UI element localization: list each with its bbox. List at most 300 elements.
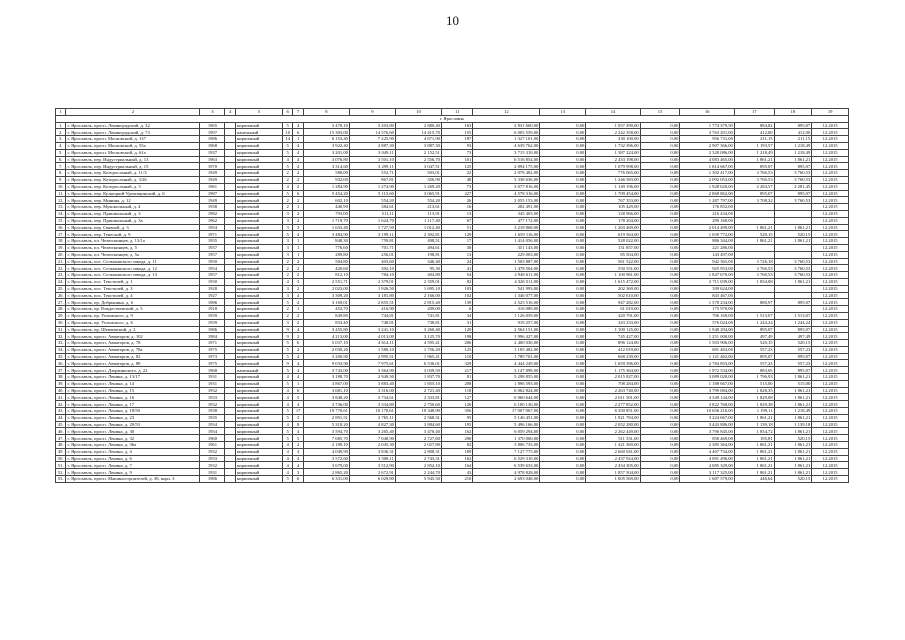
- address-cell: г. Ярославль, пр. Добрынина, д. 6: [66, 299, 200, 306]
- table-cell: 767 353,00: [586, 197, 640, 204]
- table-cell: [225, 319, 235, 326]
- table-cell: [225, 367, 235, 374]
- table-cell: 520,15: [774, 435, 812, 442]
- table-cell: 1: [293, 244, 303, 251]
- table-cell: 3 760,53: [774, 272, 812, 279]
- table-cell: 5: [282, 353, 292, 360]
- table-cell: 3: [282, 238, 292, 245]
- table-row: [56, 360, 849, 367]
- table-cell: 0,00: [540, 163, 586, 170]
- table-cell: 1 847 670,00: [680, 272, 734, 279]
- table-cell: 1 005 569,00: [586, 476, 640, 483]
- table-cell: 346,40: [395, 258, 441, 265]
- table-cell: [225, 129, 235, 136]
- table-cell: 0,00: [640, 380, 680, 387]
- table-cell: 10: [282, 129, 292, 136]
- table-cell: [225, 380, 235, 387]
- table-cell: 4: [282, 401, 292, 408]
- table-cell: 0,00: [640, 190, 680, 197]
- table-cell: [225, 455, 235, 462]
- table-cell: 49.: [56, 448, 66, 455]
- table-cell: 46.: [56, 428, 66, 435]
- address-cell: г. Ярославль, просп. Ленина, д. 16: [66, 394, 200, 401]
- table-cell: 4 578 316,00: [473, 190, 540, 197]
- table-row: [56, 190, 849, 197]
- table-cell: 0,00: [640, 462, 680, 469]
- header-cell: 4: [225, 109, 235, 116]
- table-cell: 0,00: [540, 285, 586, 292]
- address-cell: г. Ярославль, просп. Ленина, д. 14: [66, 380, 200, 387]
- table-cell: [225, 244, 235, 251]
- table-cell: 2 525 516,00: [473, 299, 540, 306]
- address-cell: г. Ярославль, пр. Ухтомского, д. 9: [66, 312, 200, 319]
- table-cell: 3 117 325,00: [680, 469, 734, 476]
- table-cell: 0,00: [540, 448, 586, 455]
- table-cell: 0,00: [640, 292, 680, 299]
- table-cell: 33.: [56, 340, 66, 347]
- table-cell: 5: [282, 149, 292, 156]
- table-cell: 3: [282, 292, 292, 299]
- table-cell: 1933: [200, 394, 225, 401]
- table-row: [56, 197, 849, 204]
- table-cell: 0,00: [640, 394, 680, 401]
- table-cell: 0,00: [540, 394, 586, 401]
- table-cell: [774, 306, 812, 313]
- table-cell: кирпичный: [235, 448, 282, 455]
- table-cell: 1 139,18: [774, 421, 812, 428]
- table-cell: 43: [441, 469, 472, 476]
- table-cell: 0,00: [540, 197, 586, 204]
- table-cell: 129: [441, 231, 472, 238]
- table-cell: 1 828,35: [734, 387, 774, 394]
- table-cell: 41: [441, 265, 472, 272]
- table-cell: 356,90: [395, 176, 441, 183]
- table-cell: 53.: [56, 476, 66, 483]
- table-cell: 12.2015: [812, 469, 849, 476]
- table-cell: 4 049,90: [303, 448, 349, 455]
- table-cell: 299 168,00: [680, 217, 734, 224]
- table-cell: 1 478 504,00: [473, 265, 540, 272]
- table-cell: 0,00: [540, 129, 586, 136]
- table-cell: 10 770,61: [303, 408, 349, 415]
- table-cell: 5: [282, 122, 292, 129]
- table-cell: 198: [441, 333, 472, 340]
- table-cell: 1 246 583,00: [586, 176, 640, 183]
- table-cell: 0,00: [540, 340, 586, 347]
- table-cell: 12.2015: [812, 394, 849, 401]
- table-cell: 143 497,00: [680, 251, 734, 258]
- table-cell: 3 314,60: [303, 163, 349, 170]
- table-cell: кирпичный: [235, 265, 282, 272]
- table-cell: 0,00: [640, 401, 680, 408]
- table-cell: 2 711 039,00: [680, 278, 734, 285]
- table-cell: 12.2015: [812, 136, 849, 143]
- table-cell: 3 147 898,00: [473, 367, 540, 374]
- table-cell: 3 260,40: [395, 326, 441, 333]
- table-cell: 103: [441, 285, 472, 292]
- table-cell: 403,60: [349, 258, 395, 265]
- table-cell: 1 829,38: [734, 401, 774, 408]
- table-cell: 2: [282, 312, 292, 319]
- table-cell: 2.: [56, 129, 66, 136]
- table-cell: 26.: [56, 292, 66, 299]
- address-cell: г. Ярославль, пер. Которосльный, д. 11/3: [66, 170, 200, 177]
- table-cell: 1 346 077,00: [473, 292, 540, 299]
- table-cell: кирпичный: [235, 210, 282, 217]
- table-cell: 39.: [56, 380, 66, 387]
- table-cell: 12.2015: [812, 183, 849, 190]
- table-cell: 515,00: [734, 380, 774, 387]
- table-cell: 3: [293, 414, 303, 421]
- table-cell: 8: [293, 421, 303, 428]
- table-cell: 4: [282, 442, 292, 449]
- table-cell: 16.: [56, 224, 66, 231]
- table-cell: 1 117,40: [395, 217, 441, 224]
- table-cell: 3 726,18: [734, 258, 774, 265]
- table-cell: 2 907 366,00: [680, 142, 734, 149]
- table-cell: 30.: [56, 319, 66, 326]
- table-cell: 0,00: [640, 476, 680, 483]
- table-cell: 125: [441, 163, 472, 170]
- table-cell: 1932: [200, 462, 225, 469]
- address-cell: г. Ярославль, пл. Челюскинцев, д. 13/1а: [66, 238, 200, 245]
- table-cell: 5: [282, 340, 292, 347]
- table-cell: 557,23: [734, 346, 774, 353]
- table-cell: 2 551,71: [303, 278, 349, 285]
- table-cell: 0,00: [640, 374, 680, 381]
- table-cell: 0,00: [640, 469, 680, 476]
- table-cell: 1968: [200, 367, 225, 374]
- table-cell: 494,61: [395, 244, 441, 251]
- table-cell: 178 204,00: [586, 217, 640, 224]
- table-cell: 0,00: [540, 333, 586, 340]
- table-cell: 1961: [200, 183, 225, 190]
- table-cell: 3 715 310,00: [473, 149, 540, 156]
- table-cell: 10 656 216,00: [680, 408, 734, 415]
- table-cell: 557,23: [734, 360, 774, 367]
- table-cell: 155: [441, 129, 472, 136]
- table-cell: 12.2015: [812, 299, 849, 306]
- table-cell: 176 852,00: [680, 204, 734, 211]
- table-cell: 0,00: [640, 272, 680, 279]
- table-cell: [225, 272, 235, 279]
- table-cell: 1933: [200, 455, 225, 462]
- table-cell: 520,15: [774, 476, 812, 483]
- table-cell: 4: [293, 292, 303, 299]
- table-cell: 82: [441, 278, 472, 285]
- table-cell: 351 143,00: [473, 244, 540, 251]
- table-cell: 2: [293, 197, 303, 204]
- table-cell: 4 467 734,00: [680, 448, 734, 455]
- table-row: [56, 414, 849, 421]
- header-cell: 6: [282, 109, 292, 116]
- table-cell: 206: [441, 340, 472, 347]
- table-cell: кирпичный: [235, 142, 282, 149]
- table-cell: 895,07: [774, 326, 812, 333]
- table-cell: 1 012,40: [395, 224, 441, 231]
- table-cell: 2 242 358,00: [586, 129, 640, 136]
- table-cell: 0,00: [540, 367, 586, 374]
- table-cell: [774, 251, 812, 258]
- table-cell: 12.2015: [812, 455, 849, 462]
- table-cell: 3.: [56, 136, 66, 143]
- table-cell: 1 039 772,00: [680, 231, 734, 238]
- table-cell: 3 501,10: [349, 156, 395, 163]
- table-cell: 2 852,10: [395, 462, 441, 469]
- table-cell: 5: [282, 299, 292, 306]
- table-cell: [225, 469, 235, 476]
- table-cell: 1986: [200, 476, 225, 483]
- table-cell: 1: [293, 204, 303, 211]
- table-cell: 520,15: [734, 340, 774, 347]
- table-cell: 895,07: [774, 190, 812, 197]
- table-cell: 3 201,00: [303, 149, 349, 156]
- table-cell: 4: [282, 462, 292, 469]
- table-cell: 93: [441, 142, 472, 149]
- table-cell: панельный: [235, 129, 282, 136]
- table-cell: 13.: [56, 204, 66, 211]
- table-cell: 12.2015: [812, 462, 849, 469]
- header-cell: 19: [812, 109, 849, 116]
- table-cell: 1954: [200, 224, 225, 231]
- table-cell: 0,00: [640, 258, 680, 265]
- table-cell: 2: [293, 285, 303, 292]
- table-cell: 2 052 280,00: [586, 421, 640, 428]
- table-cell: 1 837,70: [395, 374, 441, 381]
- address-cell: г. Ярославль, пр. Шевчинский, д. 2: [66, 326, 200, 333]
- table-cell: 6: [441, 306, 472, 313]
- table-cell: 1 861,21: [774, 394, 812, 401]
- table-cell: 34: [441, 312, 472, 319]
- table-cell: 13: [441, 251, 472, 258]
- table-cell: 2 784 853,00: [680, 360, 734, 367]
- address-cell: г. Ярославль, пер. Пришкольный, д. 3а: [66, 217, 200, 224]
- table-cell: 26: [441, 197, 472, 204]
- table-cell: 43.: [56, 408, 66, 415]
- table-cell: 3 455,80: [303, 326, 349, 333]
- table-cell: кирпичный: [235, 319, 282, 326]
- table-cell: 4 349 144,00: [680, 394, 734, 401]
- table-cell: 4: [282, 156, 292, 163]
- table-cell: 392,10: [349, 265, 395, 272]
- address-cell: г. Ярославль, пер. Мукомольный, д. 4: [66, 204, 200, 211]
- table-cell: [225, 387, 235, 394]
- table-cell: [225, 265, 235, 272]
- table-cell: 12.2015: [812, 278, 849, 285]
- table-cell: 4 013,00: [349, 333, 395, 340]
- table-row: [56, 306, 849, 313]
- table-cell: 895,07: [734, 326, 774, 333]
- table-cell: 7 048,90: [349, 435, 395, 442]
- table-cell: 1984: [200, 333, 225, 340]
- table-cell: 0,00: [640, 428, 680, 435]
- table-cell: 1 928 620,00: [680, 183, 734, 190]
- table-cell: 12.2015: [812, 442, 849, 449]
- table-cell: 440,90: [303, 204, 349, 211]
- table-cell: 210: [441, 476, 472, 483]
- table-cell: кирпичный: [235, 149, 282, 156]
- table-cell: 4: [282, 469, 292, 476]
- table-cell: 4 083 465,00: [680, 156, 734, 163]
- table-cell: кирпичный: [235, 360, 282, 367]
- table-cell: 17 007 067,00: [473, 408, 540, 415]
- table-cell: 1939: [200, 319, 225, 326]
- table-cell: 412,00: [774, 129, 812, 136]
- table-cell: 0,00: [540, 149, 586, 156]
- table-cell: 14: [282, 136, 292, 143]
- table-cell: 528 022,00: [586, 238, 640, 245]
- table-cell: 0,00: [540, 292, 586, 299]
- table-cell: 1 861,21: [734, 448, 774, 455]
- table-row: [56, 469, 849, 476]
- table-cell: 6: [293, 190, 303, 197]
- table-cell: 1 861,21: [774, 469, 812, 476]
- table-cell: кирпичный: [235, 299, 282, 306]
- table-cell: [225, 421, 235, 428]
- table-cell: 2 437 924,00: [586, 455, 640, 462]
- table-cell: 3: [282, 224, 292, 231]
- table-row: [56, 272, 849, 279]
- table-cell: 3: [282, 210, 292, 217]
- table-cell: 420 791,00: [586, 312, 640, 319]
- address-cell: г. Ярославль, просп. Ленина, д. 9: [66, 469, 200, 476]
- table-cell: [225, 346, 235, 353]
- table-cell: 12.2015: [812, 326, 849, 333]
- table-cell: 30: [441, 244, 472, 251]
- table-cell: 2 385 364,00: [680, 442, 734, 449]
- table-cell: 95: [441, 414, 472, 421]
- table-cell: 2 244,70: [395, 469, 441, 476]
- table-cell: 0,00: [640, 340, 680, 347]
- table-cell: 412,00: [734, 129, 774, 136]
- address-cell: г. Ярославль, просп. Авиаторов, д. 102: [66, 333, 200, 340]
- table-cell: 2 660 041,00: [586, 448, 640, 455]
- address-cell: г. Ярославль, просп. Ленина, д. 30: [66, 428, 200, 435]
- table-cell: 3 039,50: [395, 367, 441, 374]
- table-cell: 2 333,81: [395, 394, 441, 401]
- table-cell: 12.2015: [812, 414, 849, 421]
- address-cell: г. Ярославль, пер. Пришкольный, д. 3: [66, 210, 200, 217]
- table-cell: 956 731,00: [680, 136, 734, 143]
- table-cell: 1 926,50: [349, 285, 395, 292]
- table-cell: 6 331,00: [303, 476, 349, 483]
- address-cell: г. Ярославль, просп. Ленина, д. 4: [66, 448, 200, 455]
- table-cell: 17: [293, 408, 303, 415]
- table-cell: 0,00: [540, 374, 586, 381]
- table-cell: 329: [441, 360, 472, 367]
- table-cell: 0,00: [640, 408, 680, 415]
- table-cell: 282 491,00: [473, 204, 540, 211]
- table-row: [56, 231, 849, 238]
- table-cell: 162: [441, 455, 472, 462]
- table-cell: 14 415,70: [395, 129, 441, 136]
- table-cell: 1955: [200, 238, 225, 245]
- table-cell: 3 760,53: [734, 176, 774, 183]
- table-cell: 6 539 633,00: [473, 462, 540, 469]
- table-cell: кирпичный: [235, 238, 282, 245]
- table-cell: 3 760,53: [734, 272, 774, 279]
- table-cell: 2: [282, 258, 292, 265]
- table-cell: 25.: [56, 285, 66, 292]
- table-row: [56, 421, 849, 428]
- table-cell: 0,00: [640, 122, 680, 129]
- table-cell: 3 203,80: [349, 122, 395, 129]
- table-cell: 3 594,70: [303, 428, 349, 435]
- header-cell: 17: [734, 109, 774, 116]
- table-cell: 1 695,10: [395, 285, 441, 292]
- table-cell: 3 799 084,00: [680, 387, 734, 394]
- table-cell: 3 760,53: [734, 265, 774, 272]
- table-cell: 0,00: [640, 170, 680, 177]
- table-cell: 12.2015: [812, 170, 849, 177]
- table-cell: [225, 333, 235, 340]
- table-cell: 3: [282, 319, 292, 326]
- table-cell: 0,00: [540, 224, 586, 231]
- table-cell: 6 059 294,00: [473, 428, 540, 435]
- table-cell: 2 392,81: [395, 231, 441, 238]
- table-cell: 10 348,90: [395, 408, 441, 415]
- table-row: [56, 136, 849, 143]
- table-row: [56, 367, 849, 374]
- table-cell: 1 687 579,00: [680, 476, 734, 483]
- table-cell: 3 089 028,00: [680, 374, 734, 381]
- table-cell: 3 047,51: [395, 163, 441, 170]
- table-cell: 0,00: [540, 346, 586, 353]
- table-row: [56, 251, 849, 258]
- table-cell: 497,49: [774, 333, 812, 340]
- table-cell: 12.2015: [812, 176, 849, 183]
- table-cell: 0,00: [640, 360, 680, 367]
- table-cell: панельный: [235, 367, 282, 374]
- table-cell: 843 467,00: [680, 292, 734, 299]
- table-cell: 1 861,21: [734, 414, 774, 421]
- table-cell: 0,00: [640, 387, 680, 394]
- table-cell: 1932: [200, 448, 225, 455]
- table-cell: 1 274,90: [349, 183, 395, 190]
- table-cell: 1987: [200, 190, 225, 197]
- table-cell: 105 429,00: [586, 204, 640, 211]
- table-cell: 2: [293, 346, 303, 353]
- table-cell: 925 953,00: [680, 265, 734, 272]
- table-cell: [225, 163, 235, 170]
- table-cell: 1: [293, 380, 303, 387]
- table-cell: 4: [293, 149, 303, 156]
- table-cell: 2 027,80: [395, 442, 441, 449]
- table-cell: 0,00: [640, 278, 680, 285]
- table-cell: 1930: [200, 278, 225, 285]
- address-cell: г. Ярославль, просп. Московский, д. 55а: [66, 142, 200, 149]
- table-cell: 4: [282, 183, 292, 190]
- table-cell: 1982: [200, 210, 225, 217]
- table-cell: 1 861,21: [774, 374, 812, 381]
- table-cell: кирпичный: [235, 408, 282, 415]
- table-cell: 0,00: [540, 217, 586, 224]
- table-cell: 3: [293, 224, 303, 231]
- table-cell: 2: [293, 265, 303, 272]
- table-cell: 4: [293, 353, 303, 360]
- table-cell: 497,49: [734, 333, 774, 340]
- table-cell: 12.2015: [812, 238, 849, 245]
- header-cell: 9: [349, 109, 395, 116]
- table-cell: 42.: [56, 401, 66, 408]
- table-cell: 2 400 030,00: [473, 340, 540, 347]
- table-cell: 211,15: [734, 136, 774, 143]
- table-cell: 576 024,00: [680, 319, 734, 326]
- table-cell: 12.2015: [812, 340, 849, 347]
- table-cell: кирпичный: [235, 156, 282, 163]
- table-cell: 6 062 824,00: [473, 387, 540, 394]
- table-cell: 1 188 667,00: [680, 380, 734, 387]
